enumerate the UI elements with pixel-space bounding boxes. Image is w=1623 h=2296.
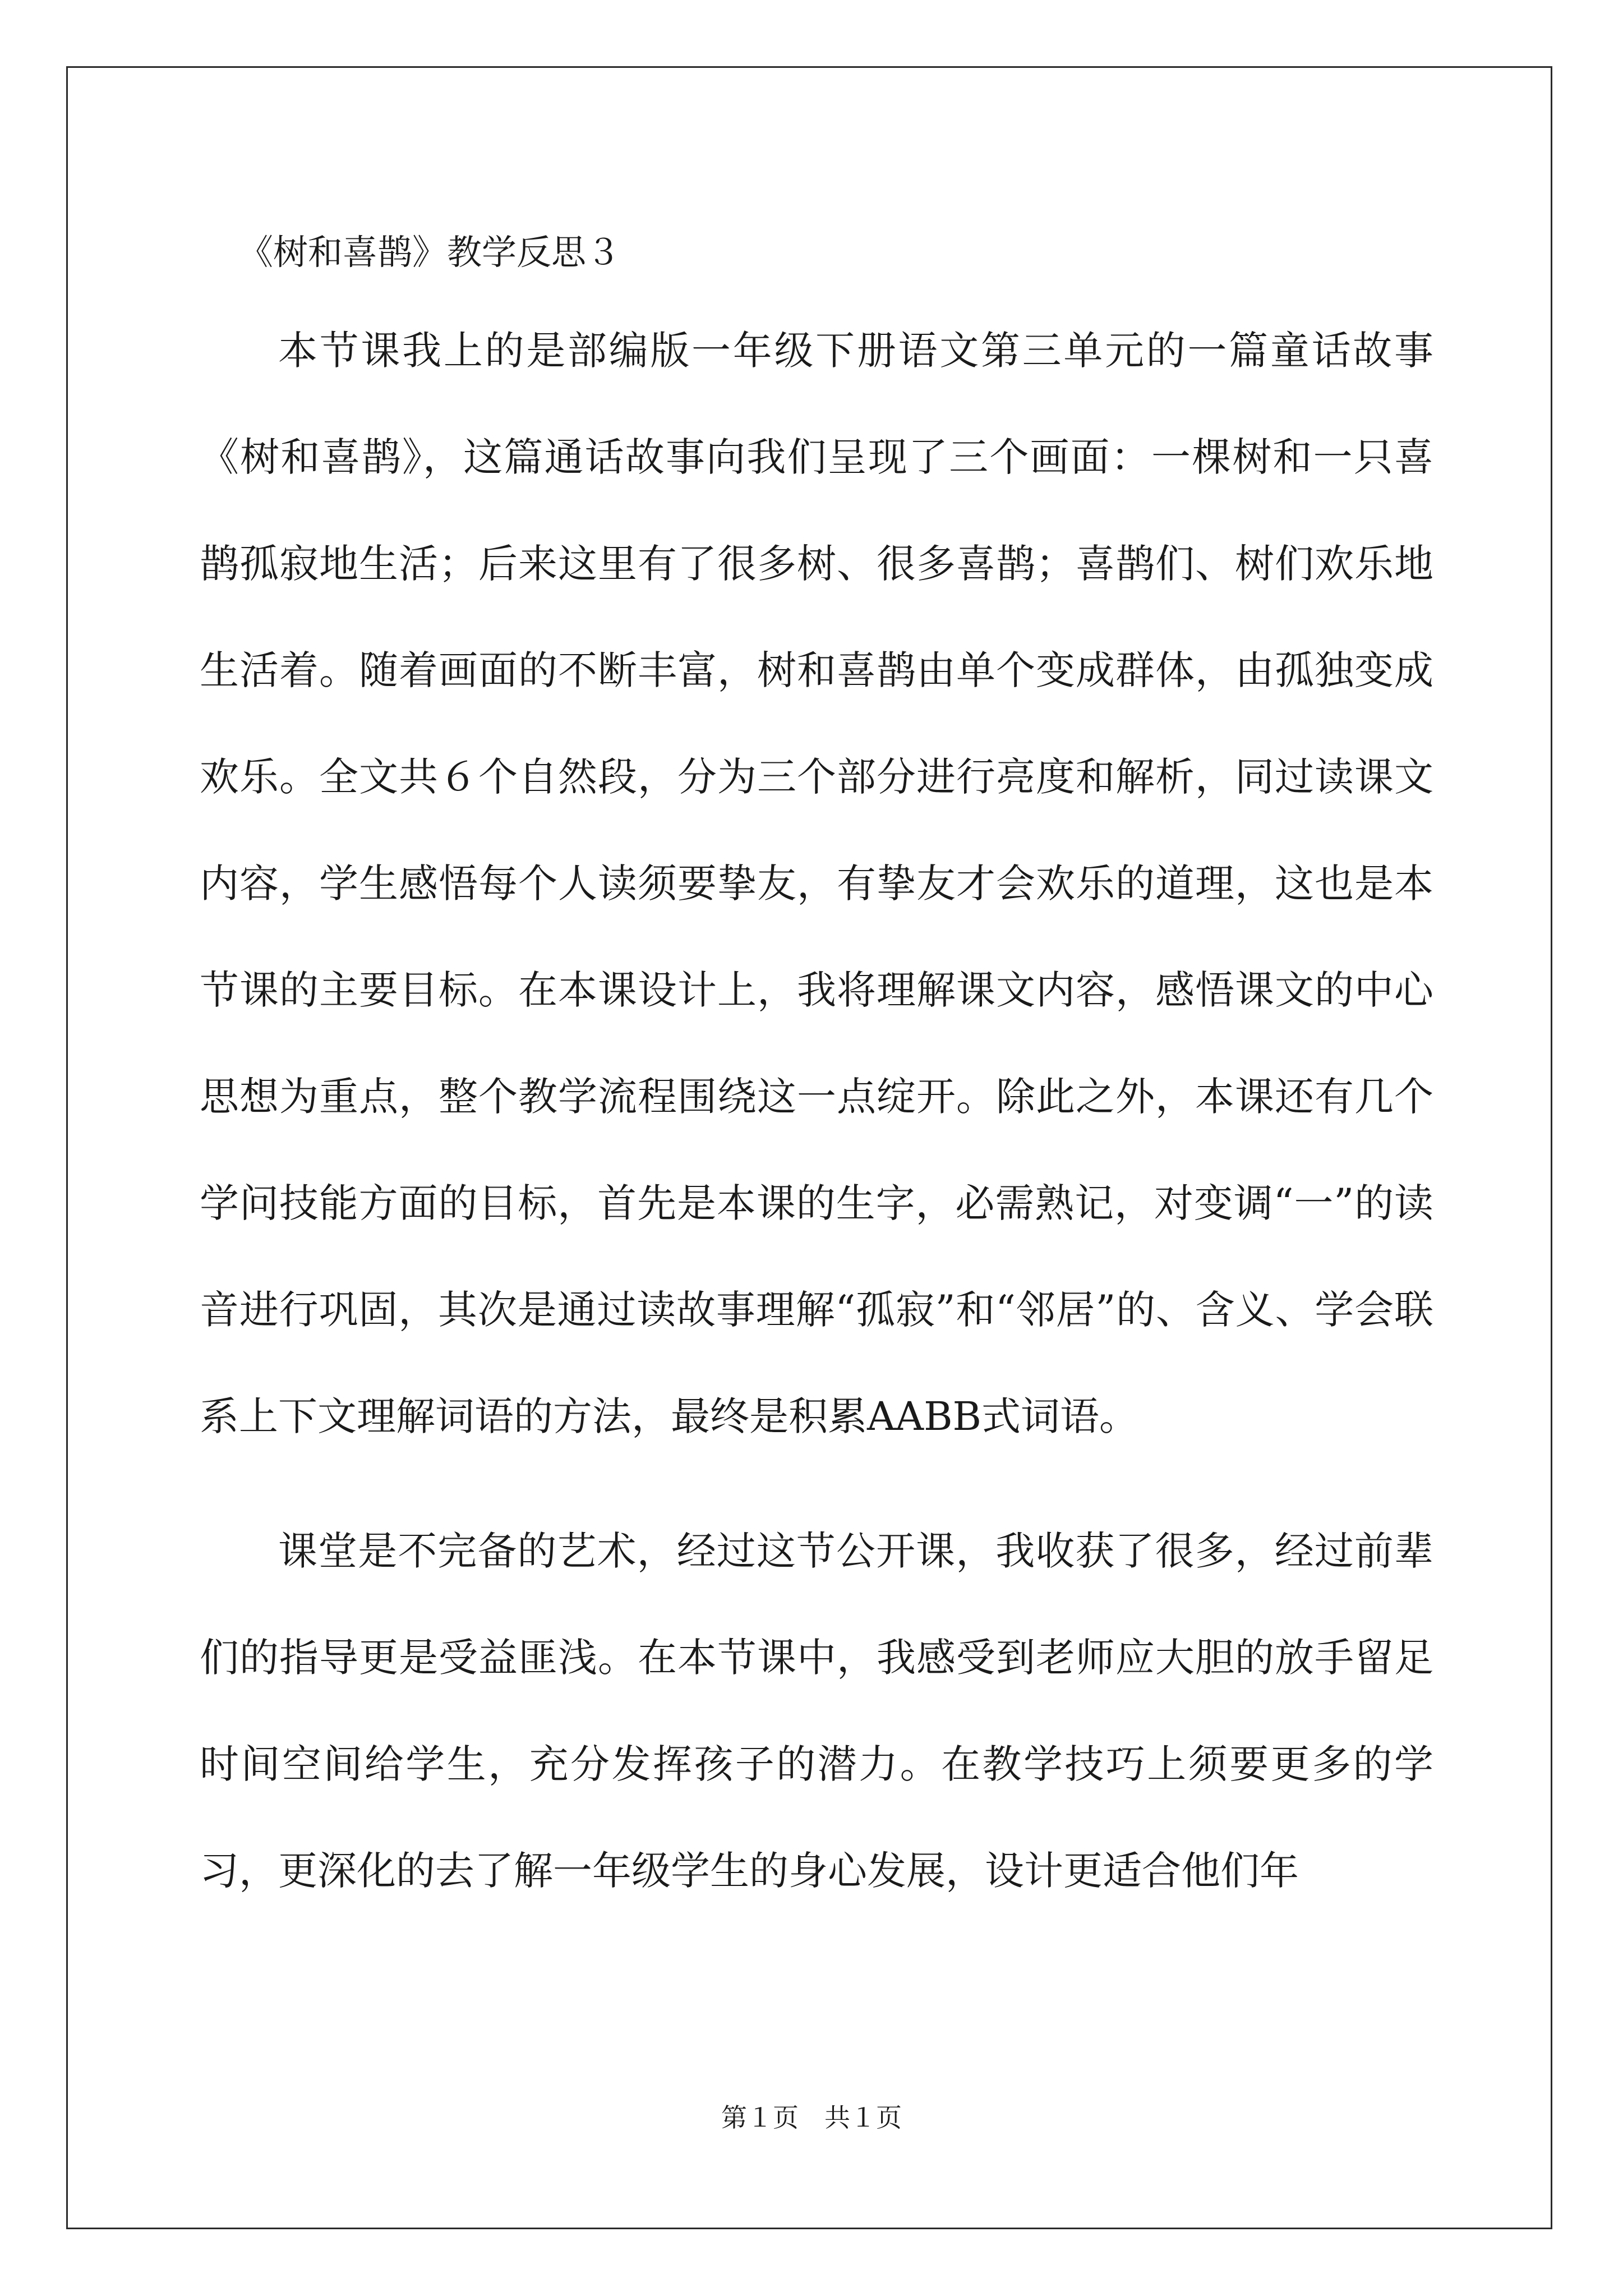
body-paragraph-1: 本节课我上的是部编版一年级下册语文第三单元的一篇童话故事《树和喜鹊》，这篇通话故事向我们呈现了三个画面：一棵树和一只喜鹊孤寂地生活；后来这里有了很多树、很多喜鹊；喜鹊们、树们欢乐地生活着。随着画面的不断丰富，树和喜鹊由单个变成群体，由孤独变成欢乐。全文共６个自然段，分为三个部分进行亮度和解析，同过读课文内容，学生感悟每个人读须要挚友，有挚友才会欢乐的道理，这也是本节课的主要目标。在本课设计上，我将理解课文内容，感悟课文的中心思想为重点，整个教学流程围绕这一点绽开。除此之外，本课还有几个学问技能方面的目标，首先是本课的生字，必需熟记，对变调“一”的读音进行巩固，其次是通过读故事理解“孤寂”和“邻居”的、含义、学会联系上下文理解词语的方法，最终是积累AABB式词语。 xyxy=(200,328,1433,1439)
body-paragraph-2: 课堂是不完备的艺术，经过这节公开课，我收获了很多，经过前辈们的指导更是受益匪浅。在本节课中，我感受到老师应大胆的放手留足时间空间给学生，充分发挥孩子的潜力。在教学技巧上须要更多的学习，更深化的去了解一年级学生的身心发展，设计更适合他们年 xyxy=(200,1528,1433,1894)
document-title: 《树和喜鹊》教学反思３ xyxy=(238,232,621,273)
page-number-footer: 第１页 共１页 xyxy=(721,2102,902,2133)
